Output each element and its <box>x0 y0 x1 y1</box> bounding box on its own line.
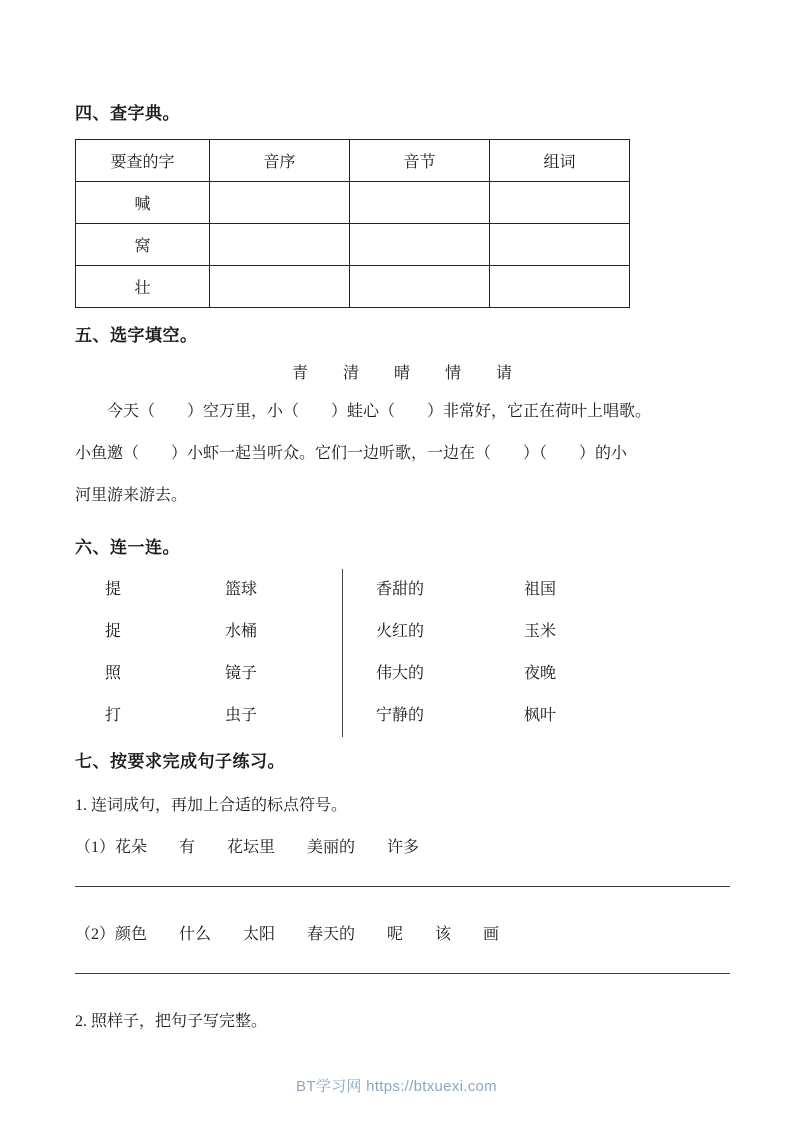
lookup-char-cell: 喊 <box>76 182 210 224</box>
section5-title: 五、选字填空。 <box>75 326 198 345</box>
match-word: 捉 <box>105 623 122 640</box>
match-word: 香甜的 <box>376 581 425 598</box>
match-word: 水桶 <box>225 623 258 640</box>
match-column-verbs <box>75 569 225 737</box>
section-7-sentences <box>75 751 730 1033</box>
match-column-adjectives <box>376 569 524 737</box>
match-word: 篮球 <box>225 581 258 598</box>
fill-blank-paragraph <box>75 391 730 517</box>
question-1: （1）花朵 有 花坛里 美丽的 许多 <box>75 839 420 856</box>
section-5-fill-blanks <box>75 325 730 517</box>
empty-answer-cell <box>490 266 630 308</box>
empty-answer-cell <box>350 182 490 224</box>
lookup-char-cell: 壮 <box>76 266 210 308</box>
match-word: 提 <box>105 581 122 598</box>
table-row <box>76 182 630 224</box>
character-bank: 青 清 晴 情 请 <box>291 365 513 382</box>
section4-title: 四、查字典。 <box>75 104 180 123</box>
match-column-objects <box>225 569 342 737</box>
section7-title: 七、按要求完成句子练习。 <box>75 752 285 771</box>
match-word: 伟大的 <box>376 665 425 682</box>
table-header-row <box>76 140 630 182</box>
table-row <box>76 266 630 308</box>
empty-answer-cell <box>350 224 490 266</box>
paragraph-line: 河里游来游去。 <box>75 487 188 504</box>
match-word: 打 <box>105 707 122 724</box>
match-word: 枫叶 <box>524 707 557 724</box>
match-word: 宁静的 <box>376 707 425 724</box>
empty-answer-cell <box>490 224 630 266</box>
match-column-nouns <box>524 569 730 737</box>
match-word: 火红的 <box>376 623 425 640</box>
section-4-dictionary <box>75 103 730 308</box>
match-word: 夜晚 <box>524 665 557 682</box>
empty-answer-cell <box>210 266 350 308</box>
paragraph-line: 今天（ ）空万里，小（ ）蛙心（ ）非常好，它正在荷叶上唱歌。 <box>107 403 652 420</box>
match-word: 照 <box>105 665 122 682</box>
paragraph-line: 小鱼邀（ ）小虾一起当听众。它们一边听歌，一边在（ ）（ ）的小 <box>75 445 628 462</box>
task-1-instruction: 1. 连词成句，再加上合适的标点符号。 <box>75 797 348 814</box>
empty-answer-cell <box>490 182 630 224</box>
table-header-cell: 要查的字 <box>76 140 210 182</box>
match-word: 祖国 <box>524 581 557 598</box>
table-header-cell: 音节 <box>350 140 490 182</box>
section-6-matching <box>75 537 730 737</box>
table-row <box>76 224 630 266</box>
table-header-cell: 音序 <box>210 140 350 182</box>
empty-answer-cell <box>210 224 350 266</box>
answer-line <box>75 973 730 974</box>
table-header-cell: 组词 <box>490 140 630 182</box>
lookup-char-cell: 窝 <box>76 224 210 266</box>
empty-answer-cell <box>350 266 490 308</box>
question-2: （2）颜色 什么 太阳 春天的 呢 该 画 <box>75 926 500 943</box>
match-word: 镜子 <box>225 665 258 682</box>
task-2-instruction: 2. 照样子，把句子写完整。 <box>75 1013 268 1030</box>
match-word: 虫子 <box>225 707 258 724</box>
matching-area <box>75 569 730 737</box>
matching-right-group <box>342 569 730 737</box>
dictionary-table <box>75 139 630 308</box>
empty-answer-cell <box>210 182 350 224</box>
matching-left-group <box>75 569 342 737</box>
site-watermark: BT学习网 https://btxuexi.com <box>296 1078 497 1095</box>
section6-title: 六、连一连。 <box>75 538 180 557</box>
match-word: 玉米 <box>524 623 557 640</box>
answer-line <box>75 886 730 887</box>
